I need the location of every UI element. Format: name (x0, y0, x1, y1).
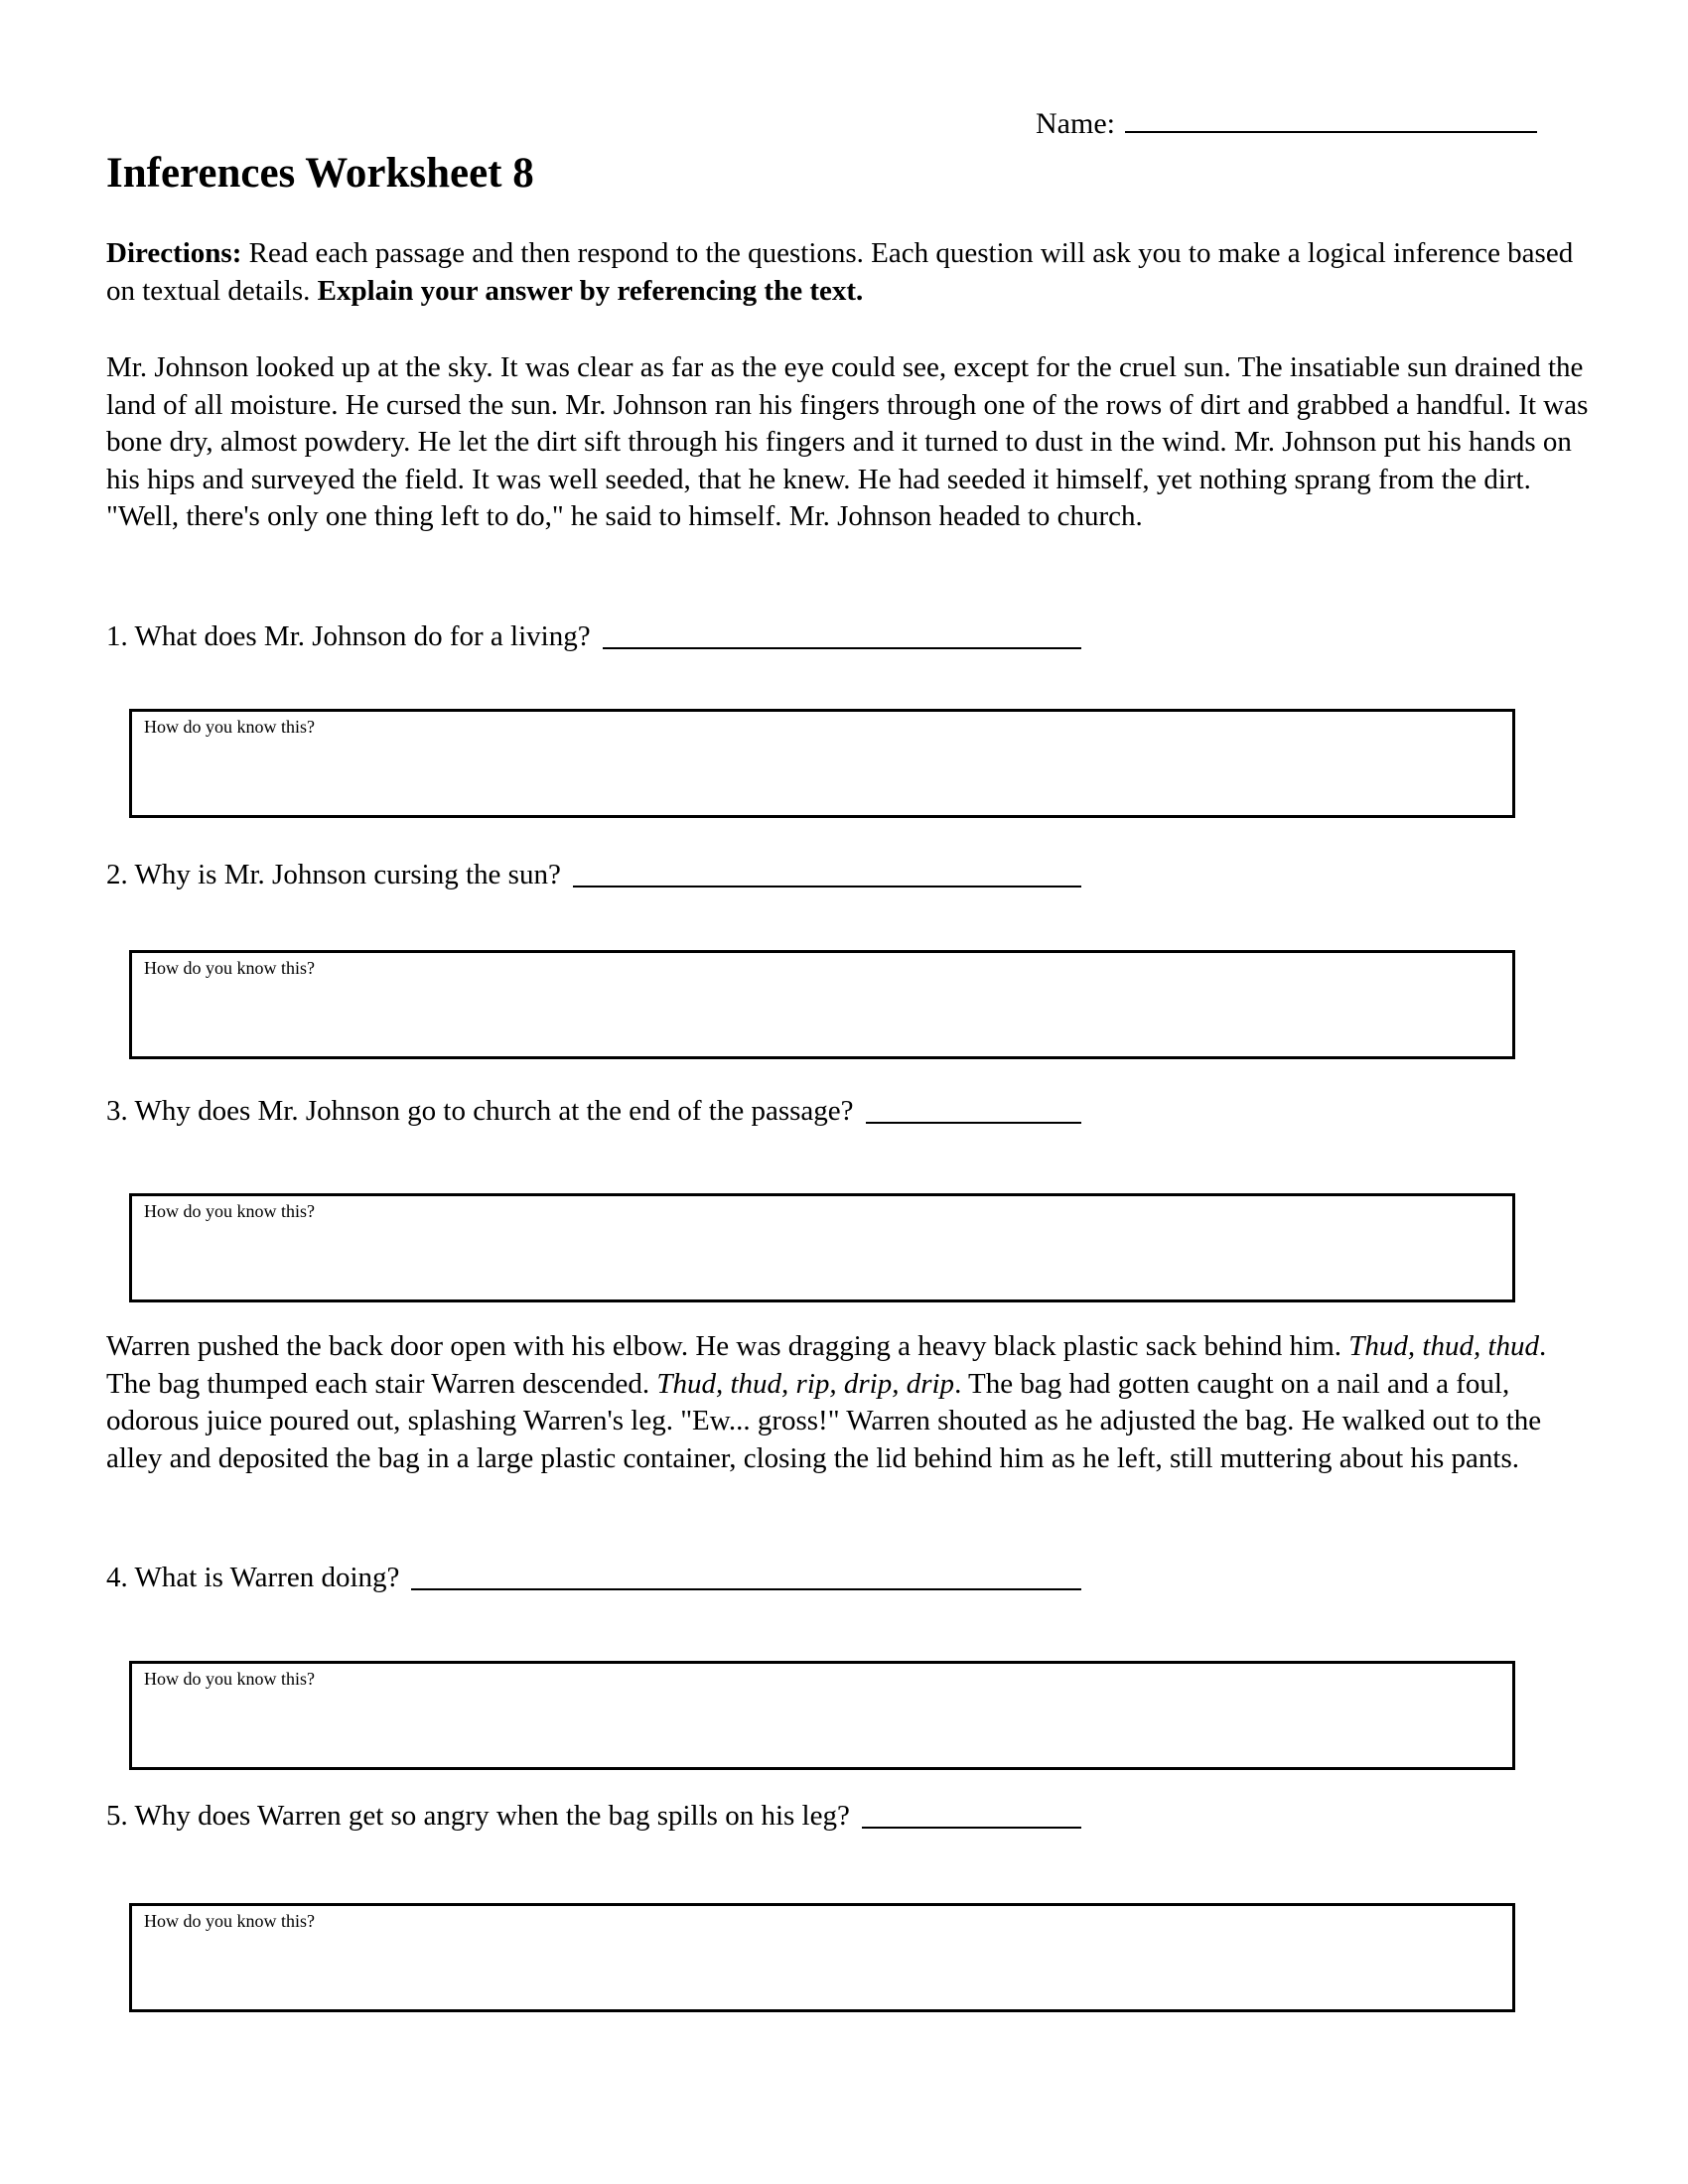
question-3-label: 3. Why does Mr. Johnson go to church at the end of the passage? (106, 1095, 854, 1127)
question-1 (106, 617, 1081, 655)
question-2 (106, 856, 1081, 893)
question-4-answer-line[interactable] (411, 1553, 1081, 1590)
passage-1: Mr. Johnson looked up at the sky. It was clear as far as the eye could see, except for the cruel sun. The insatiable sun drained the land of all moisture. He cursed the sun. Mr. Johnson ran his fingers through one of the rows of dirt and grabbed a handful. It was bone dry, almost powdery. He let the dirt sift through his fingers and it turned to dust in the wind. Mr. Johnson put his hands on his hips and surveyed the field. It was well seeded, that he knew. He had seeded it himself, yet nothing sprang from the dirt. "Well, there's only one thing left to do," he said to himself. Mr. Johnson headed to church. (106, 351, 1589, 532)
question-4-label: 4. What is Warren doing? (106, 1562, 400, 1593)
answer-box-2-label: How do you know this? (144, 958, 315, 978)
directions-text: Directions: Read each passage and then respond to the questions. Each question will ask you to make a logical inference based on textual details. Explain your answer by referencing the text. (106, 237, 1574, 307)
name-label: Name: (1036, 107, 1115, 140)
name-field-row (1036, 107, 1537, 141)
answer-box-3-label: How do you know this? (144, 1201, 315, 1221)
answer-box-4-label: How do you know this? (144, 1669, 315, 1689)
page-title: Inferences Worksheet 8 (106, 150, 534, 197)
question-4 (106, 1559, 1081, 1596)
answer-box-2[interactable] (129, 950, 1515, 1059)
question-2-label: 2. Why is Mr. Johnson cursing the sun? (106, 859, 561, 890)
question-2-answer-line[interactable] (573, 850, 1081, 887)
question-1-label: 1. What does Mr. Johnson do for a living? (106, 620, 591, 652)
answer-box-1-label: How do you know this? (144, 717, 315, 737)
passage-2: Warren pushed the back door open with his elbow. He was dragging a heavy black plastic sack behind him. Thud, thud, thud. The bag thumped each stair Warren descended. Thud, thud, rip, drip, drip. The bag had gotten caught on a nail and a foul, odorous juice poured out, splashing Warren's leg. "Ew... gross!" Warren shouted as he adjusted the bag. He walked out to the alley and deposited the bag in a large plastic container, closing the lid behind him as he left, still muttering about his pants. (106, 1330, 1547, 1474)
answer-box-5[interactable] (129, 1903, 1515, 2012)
answer-box-4[interactable] (129, 1661, 1515, 1770)
answer-box-5-label: How do you know this? (144, 1911, 315, 1931)
question-3-answer-line[interactable] (866, 1086, 1082, 1124)
question-5-answer-line[interactable] (862, 1791, 1081, 1829)
answer-box-3[interactable] (129, 1193, 1515, 1302)
question-5 (106, 1797, 1081, 1835)
question-5-label: 5. Why does Warren get so angry when the bag spills on his leg? (106, 1800, 850, 1832)
name-input-line[interactable] (1125, 107, 1537, 133)
answer-box-1[interactable] (129, 709, 1515, 818)
question-1-answer-line[interactable] (603, 612, 1081, 649)
question-3 (106, 1092, 1081, 1130)
